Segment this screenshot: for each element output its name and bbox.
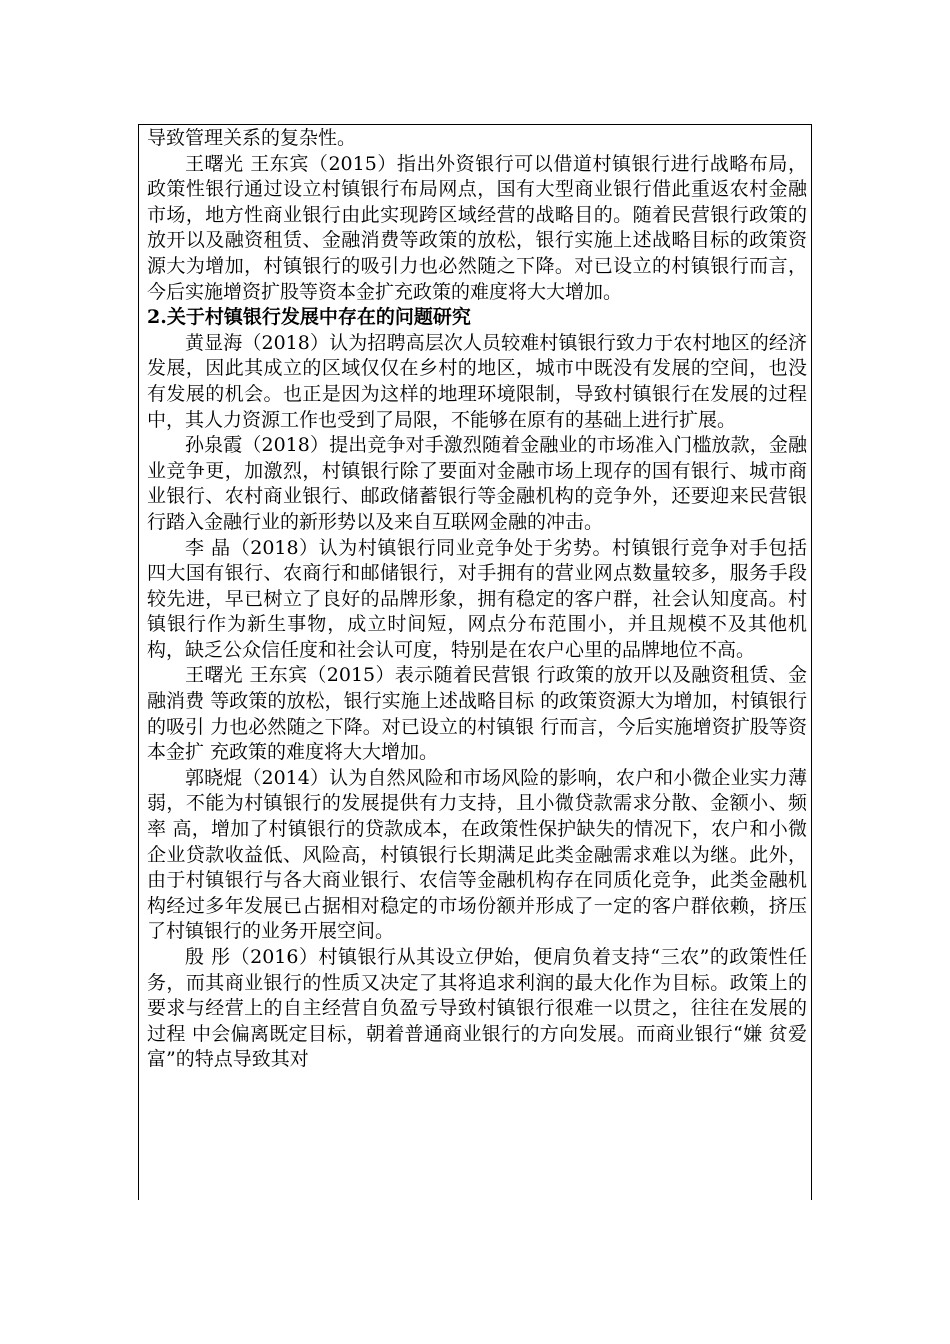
paragraph: 孙泉霞（2018）提出竞争对手激烈随着金融业的市场准入门槛放款，金融业竞争更，加激烈，村镇银行除了要面对金融市场上现存的国有银行、城市商业银行、农村商业银行、邮政储蓄银行等金融机构的竞争外，还要迎来民营银行踏入金融行业的新形势以及来自互联网金融的冲击。 [147, 434, 807, 533]
section-heading: 2.关于村镇银行发展中存在的问题研究 [147, 306, 471, 329]
paragraph: 郭晓焜（2014）认为自然风险和市场风险的影响，农户和小微企业实力薄弱，不能为村镇银行的发展提供有力支持，且小微贷款需求分散、金额小、频率 高，增加了村镇银行的贷款成本，在政策性保护缺失的情况下，农户和小微企业贷款收益低、风险高，村镇银行长期满足此类金融需求难以为继。此外，由于村镇银行与各大商业银行、农信等金融机构存在同质化竞争，此类金融机构经过多年发展已占据相对稳定的市场份额并形成了一定的客户群依赖，挤压了村镇银行的业务开展空间。 [147, 766, 807, 943]
paragraph: 黄显海（2018）认为招聘高层次人员较难村镇银行致力于农村地区的经济发展，因此其成立的区域仅仅在乡村的地区，城市中既没有发展的空间，也没有发展的机会。也正是因为这样的地理环境限制，导致村镇银行在发展的过程中，其人力资源工作也受到了局限，不能够在原有的基础上进行扩展。 [147, 331, 807, 431]
paragraph: 殷 彤（2016）村镇银行从其设立伊始，便肩负着支持“三农”的政策性任务，而其商业银行的性质又决定了其将追求利润的最大化作为目标。政策上的要求与经营上的自主经营自负盈亏导致村镇银行很难一以贯之，往往在发展的过程 中会偏离既定目标，朝着普通商业银行的方向发展。而商业银行“嫌 贫爱富”的特点导致其对 [147, 946, 807, 1071]
document-body [147, 126, 807, 1073]
paragraph: 李 晶（2018）认为村镇银行同业竞争处于劣势。村镇银行竞争对手包括四大国有银行、农商行和邮储银行，对手拥有的营业网点数量较多，服务手段较先进，早已树立了良好的品牌形象，拥有稳定的客户群，社会认知度高。村镇银行作为新生事物，成立时间短，网点分布范围小，并且规模不及其他机构，缺乏公众信任度和社会认可度，特别是在农户心里的品牌地位不高。 [147, 536, 807, 661]
paragraph: 王曙光 王东宾（2015）指出外资银行可以借道村镇银行进行战略布局，政策性银行通过设立村镇银行布局网点，国有大型商业银行借此重返农村金融市场，地方性商业银行由此实现跨区域经营的战略目的。随着民营银行政策的放开以及融资租赁、金融消费等政策的放松，银行实施上述战略目标的政策资源大为增加，村镇银行的吸引力也必然随之下降。对已设立的村镇银行而言，今后实施增资扩股等资本金扩充政策的难度将大大增加。 [147, 152, 807, 303]
paragraph: 王曙光 王东宾（2015）表示随着民营银 行政策的放开以及融资租赁、金融消费 等政策的放松，银行实施上述战略目标 的政策资源大为增加，村镇银行的吸引 力也必然随之下降。对已设立的村镇银 行而言，今后实施增资扩股等资本金扩 充政策的难度将大大增加。 [147, 664, 807, 764]
paragraph: 导致管理关系的复杂性。 [147, 127, 357, 149]
